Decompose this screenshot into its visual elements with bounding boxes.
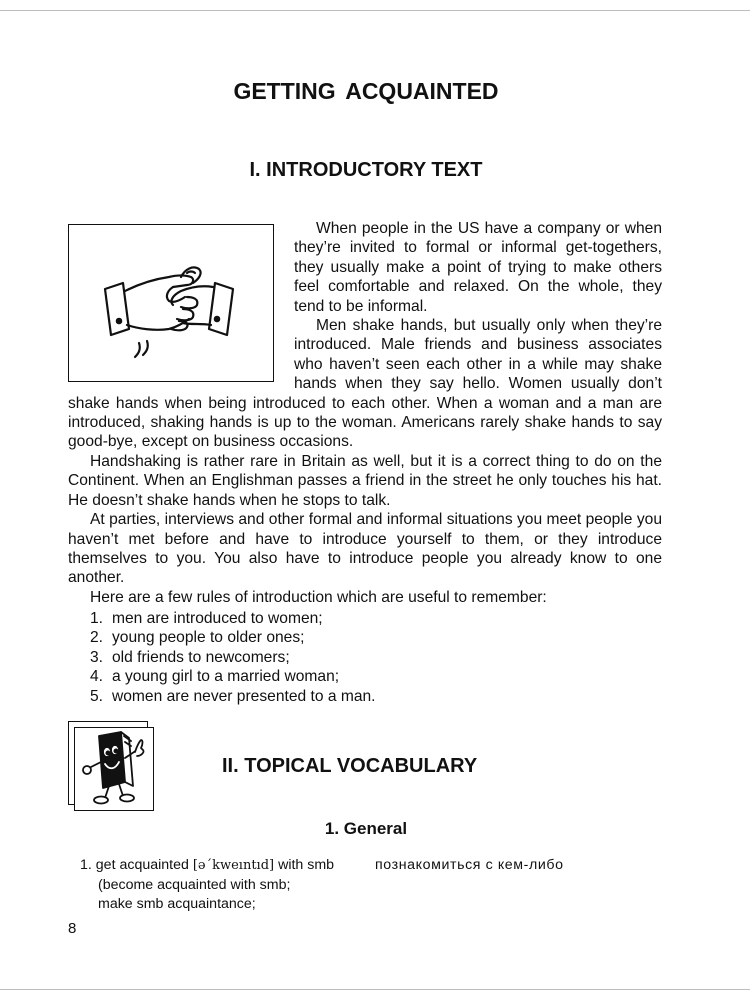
introduction-rules-list bbox=[90, 609, 376, 706]
page-title: GETTING ACQUAINTED bbox=[233, 78, 499, 104]
vocabulary-entry-translation: познакомиться с кем-либо bbox=[375, 857, 564, 873]
page-number: 8 bbox=[68, 920, 77, 937]
entry-number: 1. bbox=[80, 857, 92, 873]
figure-wrap-spacer bbox=[68, 219, 294, 391]
top-border bbox=[0, 10, 750, 11]
entry-line-2: (become acquainted with smb; bbox=[98, 876, 291, 893]
paragraph-5: Here are a few rules of introduction which are useful to remember: bbox=[90, 588, 547, 606]
list-item: 5. women are never presented to a man. bbox=[90, 687, 376, 705]
bottom-border bbox=[0, 989, 750, 990]
introductory-text bbox=[68, 219, 662, 607]
dictionary-mascot-icon bbox=[75, 728, 153, 808]
vocabulary-icon-frame bbox=[68, 721, 156, 813]
entry-phrase-rest: with smb bbox=[278, 857, 335, 873]
entry-line-3: make smb acquaintance; bbox=[98, 896, 256, 912]
section-title-topical-vocabulary: II. TOPICAL VOCABULARY bbox=[222, 755, 478, 777]
paragraph-4: At parties, interviews and other formal and informal situations you meet people you haven’t met before and have to introduce yourself to them, or they introduce themselves to you. You also have to introduce people you already know to one another. bbox=[68, 511, 662, 587]
paragraph-2: Men shake hands, but usually only when they’re introduced. Male friends and business associates who haven’t seen each other in a while may shake hands when they say hello. Women usually don’t shake hands when being introduced to each other. When a woman and a man are introduced, shaking hands is up to the woman. Americans rarely shake hands to say good-bye, except on business occasions. bbox=[68, 317, 662, 451]
list-item: 1. men are introduced to women; bbox=[90, 610, 323, 627]
list-item: 3. old friends to newcomers; bbox=[90, 648, 290, 666]
entry-transcription: [ə´kweıntıd] bbox=[192, 858, 275, 873]
section-title-introductory-text: I. INTRODUCTORY TEXT bbox=[249, 159, 483, 181]
subsection-title-general: 1. General bbox=[324, 819, 408, 838]
entry-phrase: get acquainted bbox=[95, 857, 189, 873]
paragraph-3: Handshaking is rather rare in Britain as well, but it is a correct thing to do on the Continent. When an Englishman passes a friend in the street he only touches his hat. He doesn’t shake hands when he stops to talk. bbox=[68, 452, 662, 509]
paragraph-1: When people in the US have a company or when they’re invited to formal or informal get-togethers, they usually make a point of trying to make others feel comfortable and relaxed. On the whole, they tend to be informal. bbox=[294, 220, 662, 315]
vocabulary-entry-english bbox=[80, 856, 370, 915]
list-item: 4. a young girl to a married woman; bbox=[90, 668, 340, 686]
list-item: 2. young people to older ones; bbox=[90, 629, 305, 647]
